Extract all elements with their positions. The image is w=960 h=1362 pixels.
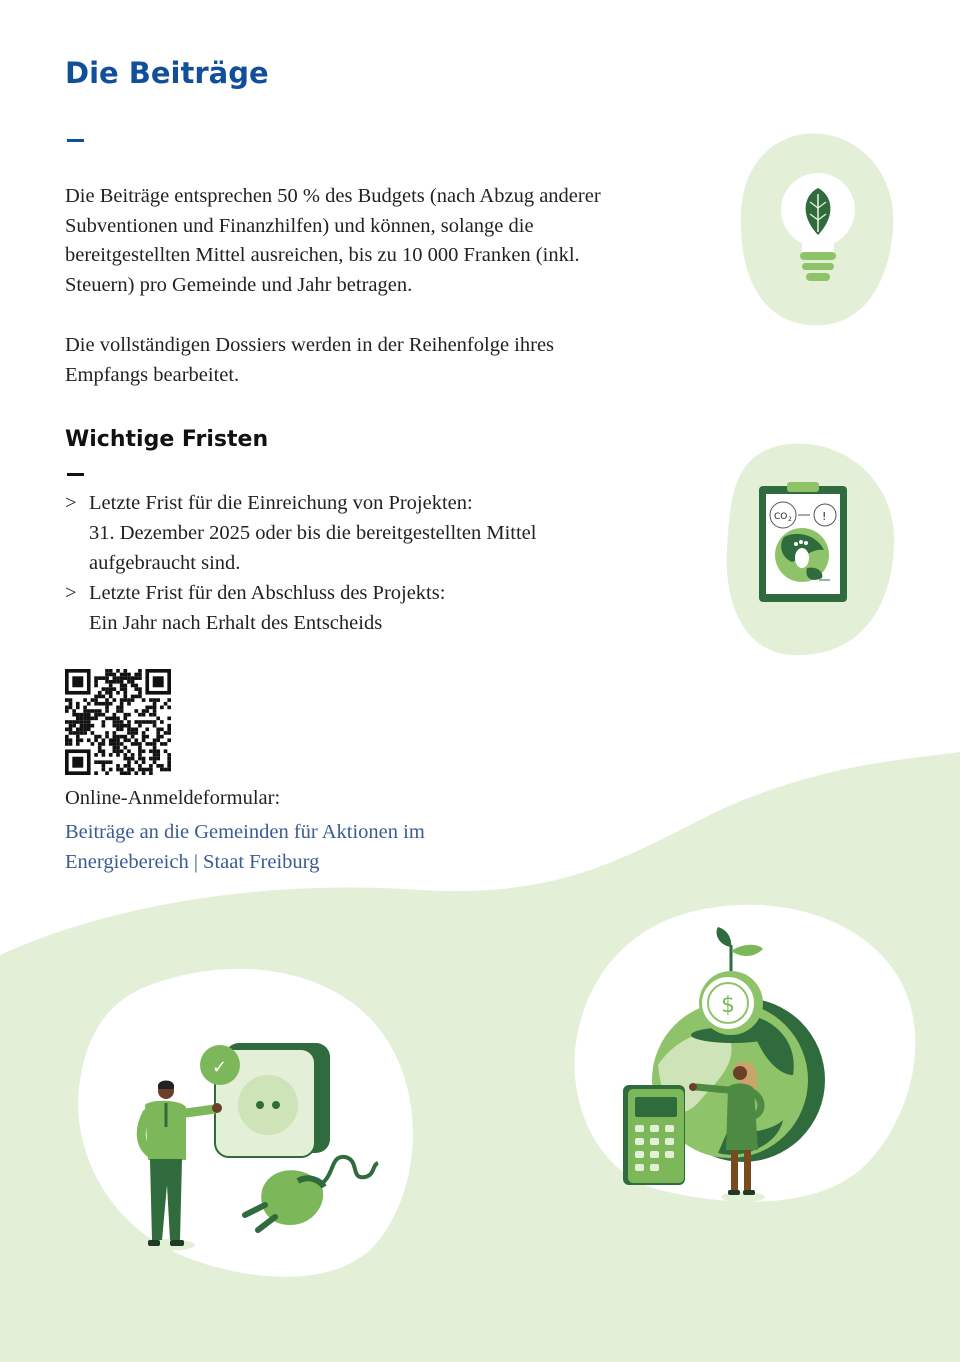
dollar-icon: $	[721, 993, 735, 1018]
deadlines-list	[65, 488, 625, 638]
alert-label: !	[822, 510, 827, 523]
co2-label: CO	[774, 512, 788, 522]
deadline-value: 31. Dezember 2025 oder bis die bereitgestellten Mittel aufgebraucht sind.	[89, 522, 537, 574]
clipboard-footprint-icon	[712, 440, 902, 660]
deadlines-title: Wichtige Fristen	[65, 427, 269, 452]
registration-link[interactable]: Beiträge an die Gemeinden für Aktionen im Energiebereich | Staat Freiburg	[65, 821, 425, 873]
title-divider	[67, 139, 84, 142]
socket-plug-person-icon	[120, 1035, 390, 1260]
deadlines-divider	[67, 473, 84, 476]
registration-label: Online-Anmeldeformular:	[65, 787, 281, 809]
qr-code[interactable]	[65, 669, 171, 775]
deadline-item	[65, 578, 625, 638]
deadline-label: Letzte Frist für die Einreichung von Projekten:	[89, 492, 473, 514]
check-icon: ✓	[212, 1057, 228, 1078]
page-title: Die Beiträge	[65, 56, 269, 90]
deadline-item	[65, 488, 625, 578]
lightbulb-leaf-icon	[738, 130, 898, 330]
processing-paragraph: Die vollständigen Dossiers werden in der Reihenfolge ihres Empfangs bearbeitet.	[65, 334, 555, 386]
globe-coin-calculator-icon	[618, 925, 838, 1210]
co2-subscript: 2	[788, 516, 792, 523]
deadline-label: Letzte Frist für den Abschluss des Projekts:	[89, 582, 446, 604]
bullet-chevron: >	[65, 582, 77, 604]
bullet-chevron: >	[65, 492, 77, 514]
intro-paragraph: Die Beiträge entsprechen 50 % des Budgets (nach Abzug anderer Subventionen und Finanzhilfen) und können, solange die bereitgestellten Mittel ausreichen, bis zu 10 000 Franken (inkl. Steuern) pro Gemeinde und Jahr betragen.	[65, 185, 601, 296]
deadline-value: Ein Jahr nach Erhalt des Entscheids	[89, 612, 383, 634]
